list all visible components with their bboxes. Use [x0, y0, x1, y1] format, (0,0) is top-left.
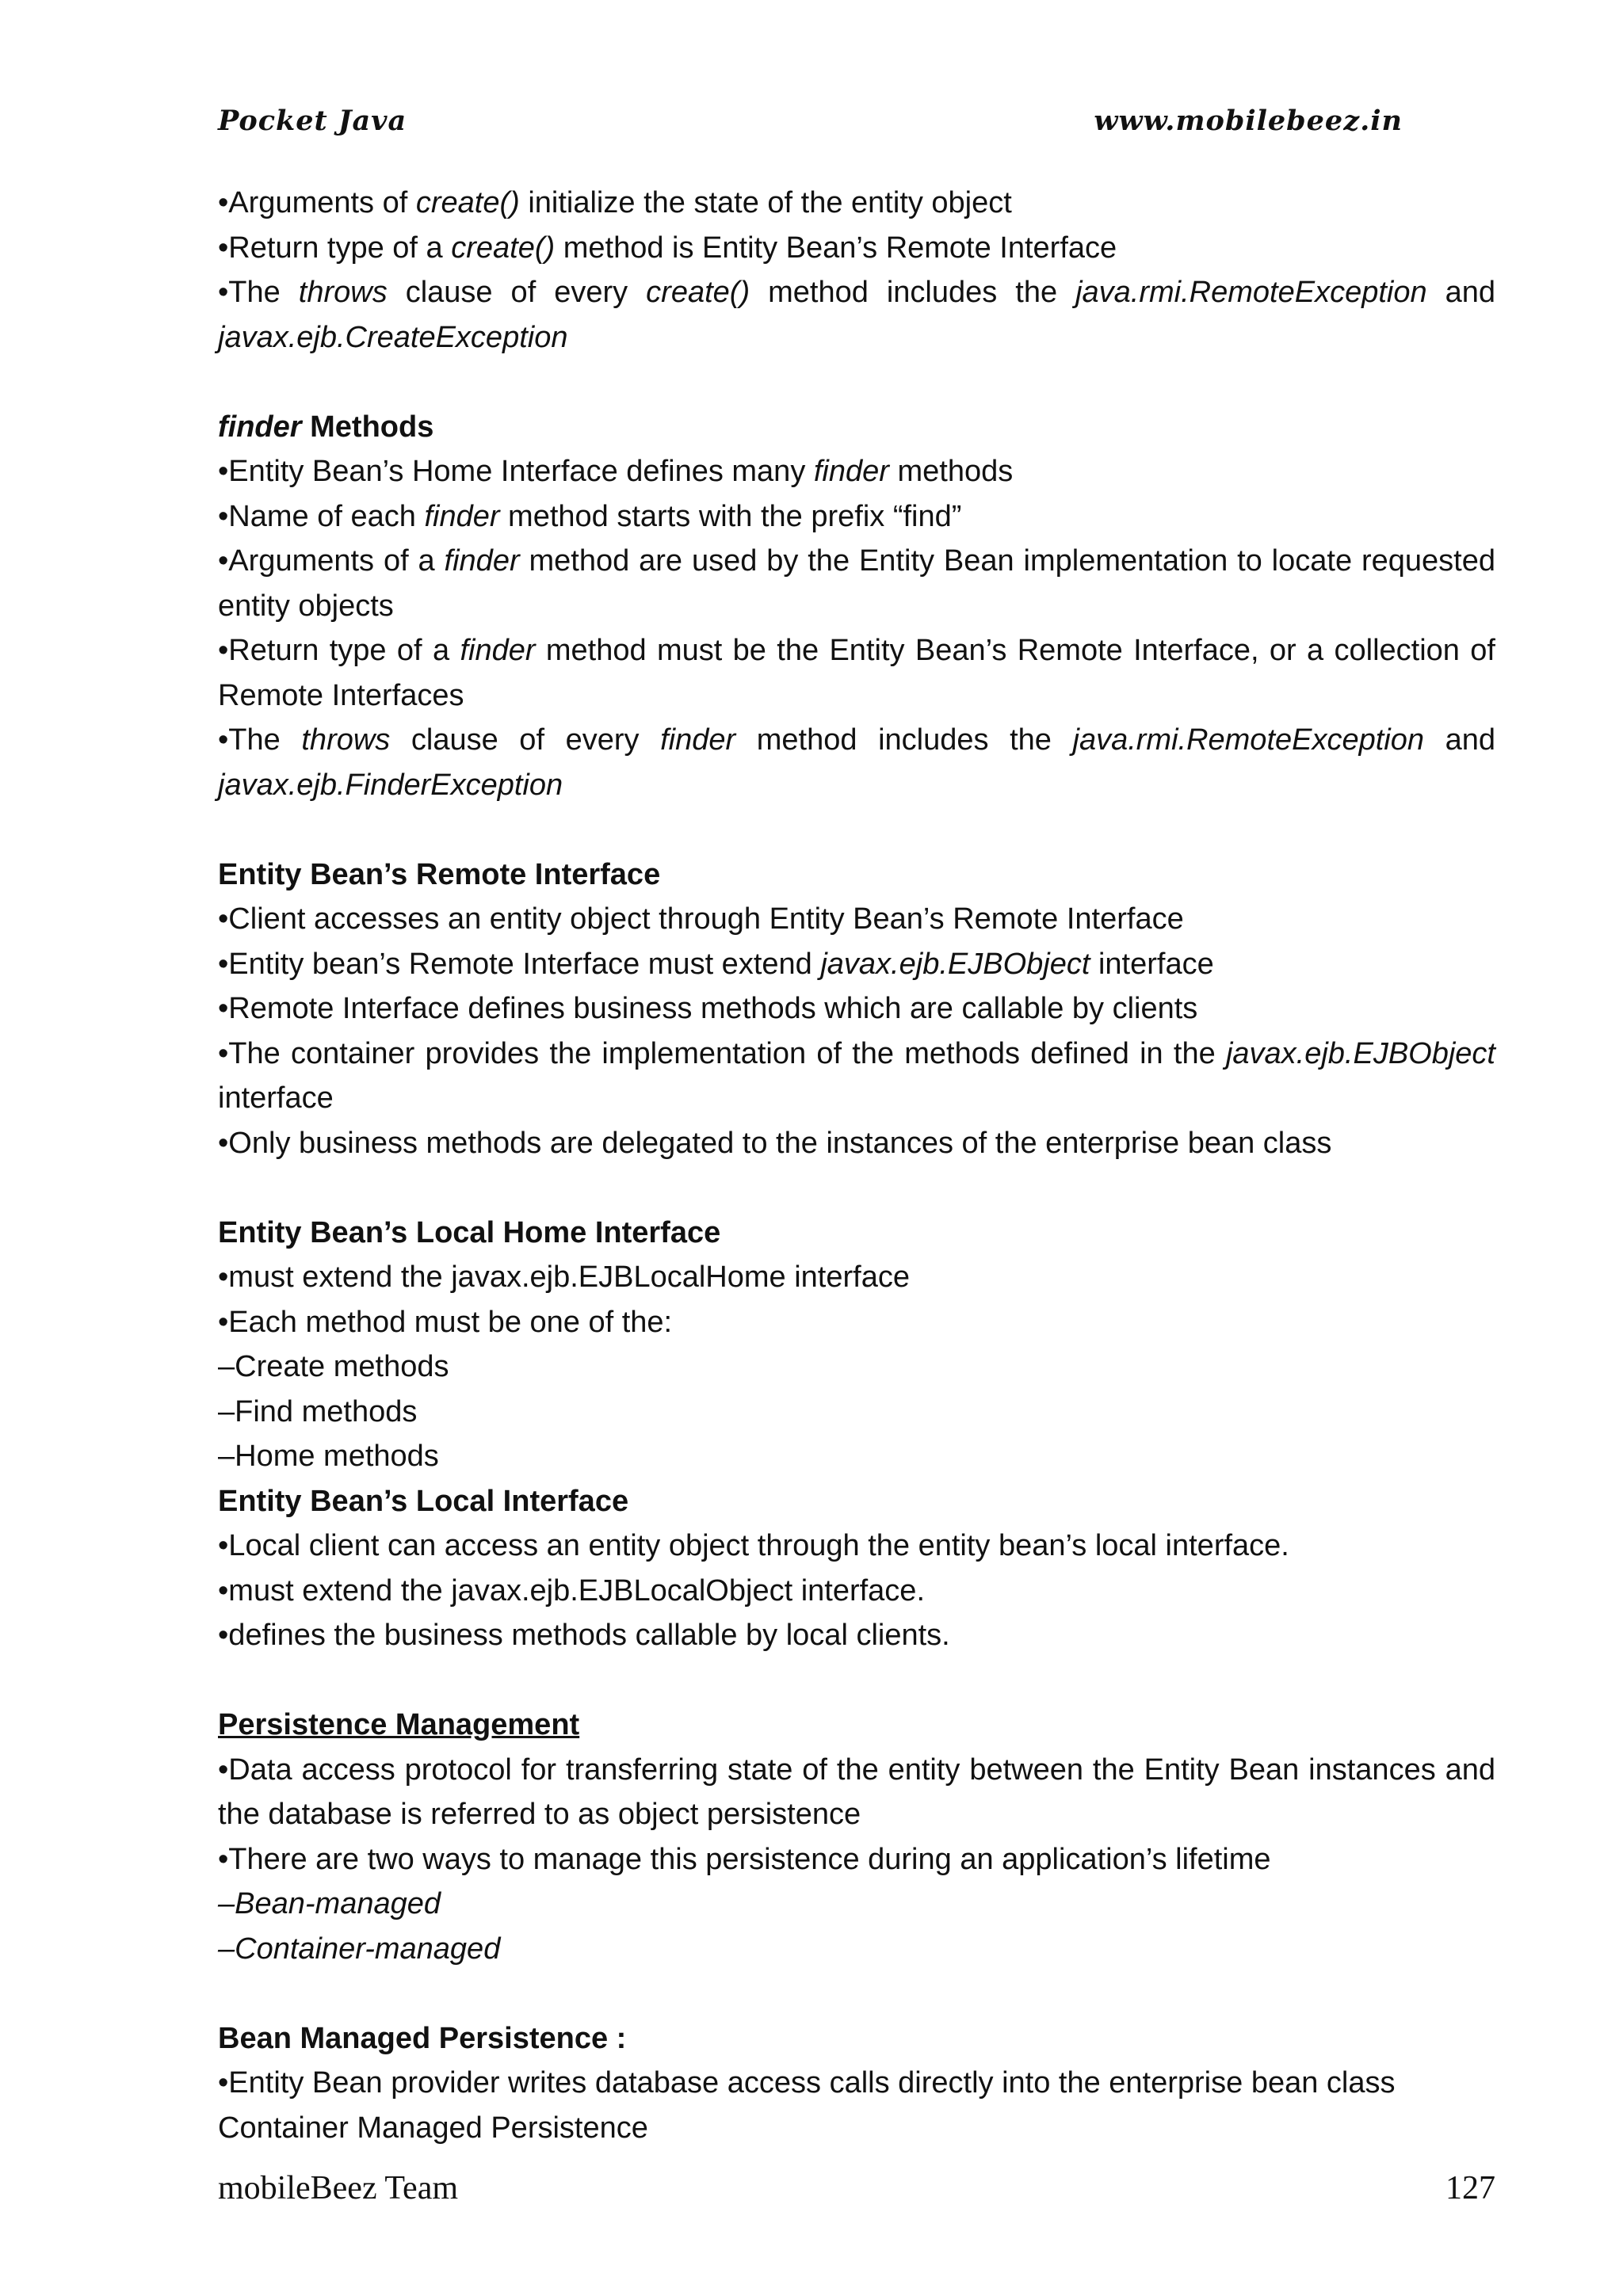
- finder-bullet-1: •Entity Bean’s Home Interface defines many finder methods: [218, 455, 1014, 488]
- local-interface-heading: Entity Bean’s Local Interface: [218, 1484, 629, 1518]
- finder-bullet-2: •Name of each finder method starts with the prefix “find”: [218, 499, 962, 533]
- persistence-dash-1: –Bean-managed: [218, 1887, 441, 1920]
- local-home-dash-1: –Create methods: [218, 1350, 449, 1383]
- remote-bullet-2: •Entity bean’s Remote Interface must extend javax.ejb.EJBObject interface: [218, 947, 1214, 981]
- remote-interface-heading: Entity Bean’s Remote Interface: [218, 857, 661, 891]
- header-url: www.mobilebeez.in: [1094, 105, 1403, 137]
- finder-heading: finder Methods: [218, 410, 434, 444]
- local-bullet-1: •Local client can access an entity object through the entity bean’s local interface.: [218, 1529, 1289, 1562]
- spacer: [218, 360, 1495, 405]
- header-title: Pocket Java: [218, 105, 407, 137]
- spacer: [218, 807, 1495, 852]
- create-throws-line: •The throws clause of every create() method includes the java.rmi.RemoteException and javax.ejb.CreateException: [218, 276, 1496, 354]
- footer-team: mobileBeez Team: [218, 2170, 459, 2206]
- remote-bullet-1: •Client accesses an entity object through Entity Bean’s Remote Interface: [218, 902, 1184, 936]
- cmp-line: Container Managed Persistence: [218, 2111, 648, 2145]
- finder-bullet-5: •The throws clause of every finder method includes the java.rmi.RemoteException and javax.ejb.FinderException: [218, 723, 1496, 802]
- remote-bullet-4: •The container provides the implementation of the methods defined in the javax.ejb.EJBObject interface: [218, 1036, 1495, 1115]
- create-return-line: •Return type of a create() method is Entity Bean’s Remote Interface: [218, 231, 1117, 265]
- persistence-dash-2: –Container-managed: [218, 1932, 501, 1966]
- remote-bullet-5: •Only business methods are delegated to the instances of the enterprise bean class: [218, 1126, 1332, 1160]
- persistence-bullet-1: •Data access protocol for transferring state of the entity between the Entity Bean instances and the database is referred to as object persistence: [218, 1753, 1495, 1831]
- page-number: 127: [1445, 2170, 1495, 2206]
- local-bullet-2: •must extend the javax.ejb.EJBLocalObject interface.: [218, 1573, 925, 1608]
- remote-bullet-3: •Remote Interface defines business methods which are callable by clients: [218, 992, 1198, 1025]
- local-bullet-3: •defines the business methods callable by local clients.: [218, 1619, 950, 1652]
- local-home-bullet-1: •must extend the javax.ejb.EJBLocalHome interface: [218, 1261, 910, 1294]
- finder-bullet-4: •Return type of a finder method must be the Entity Bean’s Remote Interface, or a collection of Remote Interfaces: [218, 634, 1495, 712]
- spacer: [218, 1971, 1495, 2016]
- bmp-bullet-1: •Entity Bean provider writes database access calls directly into the enterprise bean class: [218, 2066, 1396, 2100]
- bmp-heading: Bean Managed Persistence :: [218, 2021, 627, 2055]
- spacer: [218, 1165, 1495, 1211]
- create-args-line: •Arguments of create() initialize the state of the entity object: [218, 186, 1012, 219]
- local-home-bullet-2: •Each method must be one of the:: [218, 1305, 673, 1339]
- persistence-heading: Persistence Management: [218, 1708, 580, 1741]
- local-home-heading: Entity Bean’s Local Home Interface: [218, 1215, 721, 1249]
- local-home-dash-3: –Home methods: [218, 1440, 439, 1473]
- finder-bullet-3: •Arguments of a finder method are used by the Entity Bean implementation to locate requested entity objects: [218, 544, 1495, 623]
- local-home-dash-2: –Find methods: [218, 1394, 418, 1428]
- persistence-bullet-2: •There are two ways to manage this persistence during an application’s lifetime: [218, 1842, 1271, 1876]
- spacer: [218, 1658, 1495, 1703]
- page-body: [218, 181, 1495, 2150]
